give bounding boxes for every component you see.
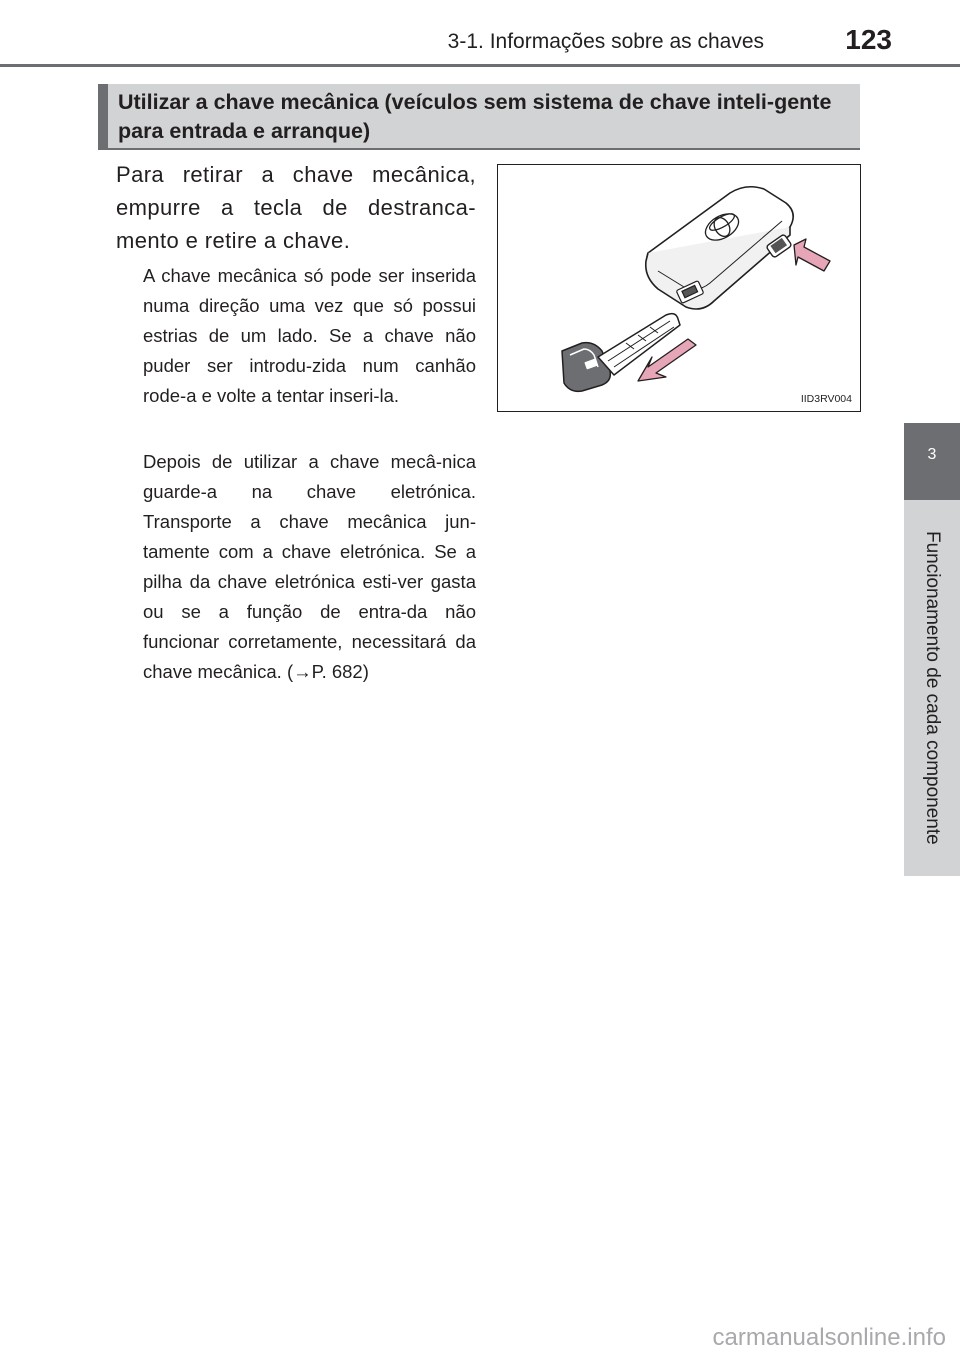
chapter-tab-label: Funcionamento de cada componente: [922, 531, 943, 845]
note-paragraph-1: A chave mecânica só pode ser inserida numa direção uma vez que só possui estrias de um lado. Se a chave não puder ser introdu-zida num canhão rode-a e volte a tentar inseri-la.: [143, 265, 476, 406]
watermark: carmanualsonline.info: [712, 1324, 946, 1351]
note-paragraph-2: Depois de utilizar a chave mecâ-nica guarde-a na chave eletrónica. Transporte a chave mecânica jun-tamente com a chave eletrónica. Se a pilha da chave eletrónica esti-ver gasta ou se a função de entra-da não funcionar corretamente, necessitará da chave mecânica. (→P. 682): [143, 451, 476, 682]
push-arrow: [794, 239, 830, 271]
section-heading: Utilizar a chave mecânica (veículos sem sistema de chave inteli-gente para entrada e arranque): [98, 84, 860, 150]
header-divider: [0, 64, 960, 67]
figure-code: IID3RV004: [800, 393, 852, 405]
page-number: 123: [845, 24, 892, 55]
instruction-text: Para retirar a chave mecânica, empurre a tecla de destranca-mento e retire a chave.: [116, 162, 476, 253]
chapter-section-title: 3-1. Informações sobre as chaves: [447, 30, 764, 53]
key-illustration: [497, 164, 861, 412]
mechanical-key: [562, 314, 680, 392]
chapter-tab-number: 3: [927, 446, 937, 463]
key-drawing: [498, 165, 859, 410]
